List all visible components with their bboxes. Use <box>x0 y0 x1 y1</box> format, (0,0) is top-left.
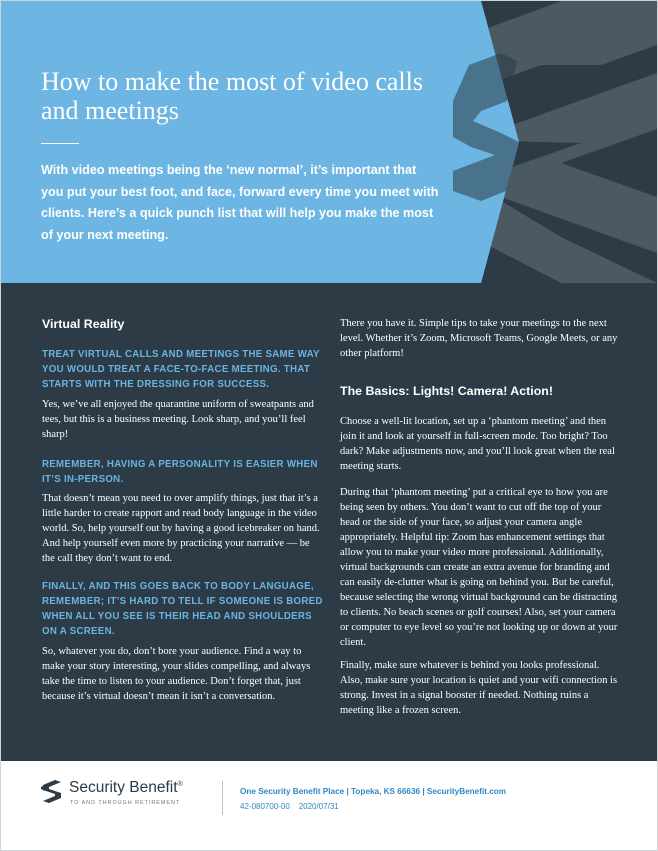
hero-text-block <box>41 67 441 246</box>
contact-info: One Security Benefit Place | Topeka, KS 66636 | SecurityBenefit.com <box>240 787 507 796</box>
tip-caption: TREAT VIRTUAL CALLS AND MEETINGS THE SAME WAY YOU WOULD TREAT A FACE-TO-FACE MEETING. THAT STARTS WITH THE DRESSING FOR SUCCESS. <box>42 349 320 390</box>
body-paragraph: Choose a well-lit location, set up a ‘phantom meeting’ and then join it and look at yourself in full-screen mode. Too bright? Too dark? Make adjustments now, and you’ll look great when the real meeting starts. <box>340 416 615 472</box>
title-divider <box>41 143 79 144</box>
body-paragraph: Finally, make sure whatever is behind you looks professional. Also, make sure your location is quiet and your wifi connection is strong. Invest in a signal booster if needed. Nothing ruins a meeting like a frozen screen. <box>340 660 618 716</box>
footer-divider <box>222 781 223 815</box>
section-heading-basics: The Basics: Lights! Camera! Action! <box>340 384 553 398</box>
tip-body: That doesn’t mean you need to over amplify things, just that it’s a little harder to create rapport and read body language in the video world. So, help yourself out by having a good icebreaker on hand. And help yourself even more by practicing your narrative — be the call they don’t want to end. <box>42 493 320 564</box>
page-title: How to make the most of video calls and meetings <box>41 67 423 125</box>
body-paragraph: During that ‘phantom meeting’ put a critical eye to how you are being seen by others. You don’t want to cut off the top of your head or the side of your face, so adjust your camera angle appropriately. Helpful tip: Zoom has enhancement settings that allow you to make your video more professional. Additionally, virtual backgrounds can create an extra avenue for branding and can easily de-clutter what is going on behind you. But be careful, because selecting the wrong virtual background can be distracting to clients. No beach scenes or golf courses! Also, set your camera or computer to eye level so you’re not looking up or down at your client. <box>340 487 618 648</box>
logo-name: Security Benefit <box>69 779 178 796</box>
registered-mark: ® <box>177 780 183 788</box>
lead-paragraph: There you have it. Simple tips to take your meetings to the next level. Whether it’s Zoom, Microsoft Teams, Google Meets, or any other platform! <box>340 318 618 359</box>
tip-caption: REMEMBER, HAVING A PERSONALITY IS EASIER WHEN IT’S IN-PERSON. <box>42 459 318 485</box>
intro-paragraph: With video meetings being the ‘new normal’, it’s important that you put your best foot, and face, forward every time you meet with clients. Here’s a quick punch list that will help you make the most of your next meeting. <box>41 163 439 242</box>
security-benefit-logo-icon <box>41 779 63 803</box>
tip-caption: FINALLY, AND THIS GOES BACK TO BODY LANGUAGE, REMEMBER; IT’S HARD TO TELL IF SOMEONE IS BORED WHEN ALL YOU SEE IS THEIR HEAD AND SHOULDERS ON A SCREEN. <box>42 581 323 637</box>
document-code: 42-080700-00 2020/07/31 <box>240 802 339 811</box>
footer <box>1 761 657 850</box>
logo-wordmark <box>69 779 183 797</box>
tip-body: So, whatever you do, don’t bore your audience. Find a way to make your story interesting, your slides compelling, and always take the time to listen to your audience. Don’t forget that, just because it’s virtual doesn’t mean it isn’t a conversation. <box>42 646 311 702</box>
hero-banner <box>1 1 657 283</box>
section-heading-virtual-reality: Virtual Reality <box>42 317 125 331</box>
logo-tagline: TO AND THROUGH RETIREMENT <box>70 800 181 806</box>
tip-body: Yes, we’ve all enjoyed the quarantine uniform of sweatpants and tees, but this is a business meeting. Look sharp, and you’ll feel sharp! <box>42 399 314 440</box>
